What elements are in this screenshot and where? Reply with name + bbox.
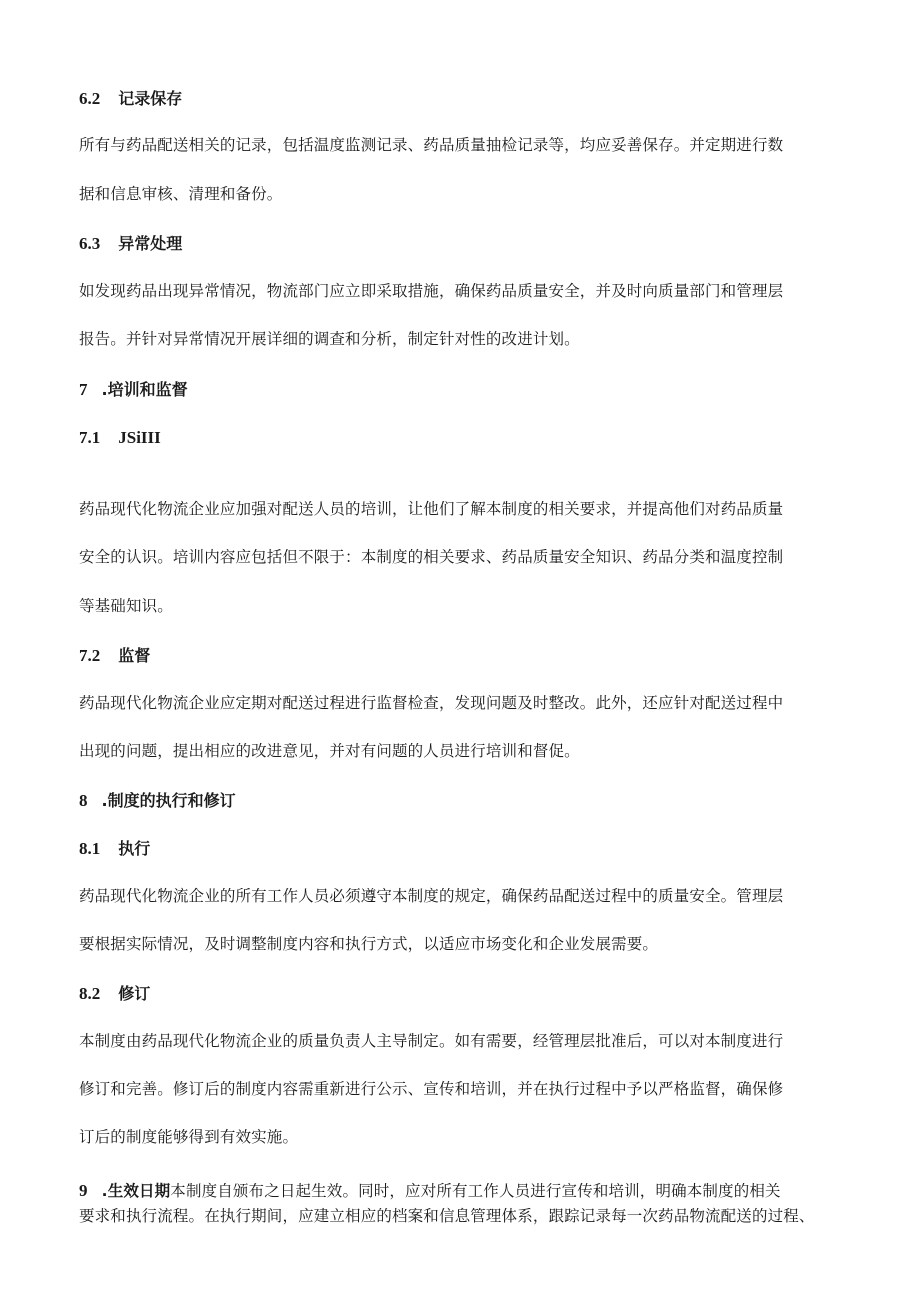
heading-6-3: [79, 231, 182, 254]
section-9-first-line: [79, 1179, 781, 1201]
heading-number: 6.2: [79, 89, 101, 108]
heading-number: 7.1: [79, 428, 101, 447]
heading-title: 异常处理: [118, 234, 183, 253]
heading-7-1: [79, 428, 161, 448]
heading-6-2: [79, 86, 182, 109]
heading-7-2: [79, 643, 150, 666]
paragraph-line: 安全的认识。培训内容应包括但不限于：本制度的相关要求、药品质量安全知识、药品分类和温度控制: [79, 548, 784, 566]
heading-8-1: [79, 836, 150, 859]
paragraph-line: 修订和完善。修订后的制度内容需重新进行公示、宣传和培训，并在执行过程中予以严格监督，确保修: [79, 1080, 784, 1098]
heading-8: [79, 788, 236, 811]
heading-number: 9: [79, 1181, 88, 1200]
paragraph-line: 据和信息审核、清理和备份。: [79, 185, 283, 203]
heading-title: .制度的执行和修订: [101, 791, 236, 810]
heading-number: 7: [79, 380, 88, 399]
heading-title: 监督: [118, 646, 151, 665]
paragraph-line: 报告。并针对异常情况开展详细的调查和分析，制定针对性的改进计划。: [79, 330, 580, 348]
heading-number: 6.3: [79, 234, 101, 253]
paragraph-line: 等基础知识。: [79, 597, 173, 615]
heading-title: 执行: [118, 839, 151, 858]
paragraph-line: 药品现代化物流企业应加强对配送人员的培训，让他们了解本制度的相关要求，并提高他们对药品质量: [79, 500, 784, 518]
paragraph-line: 本制度由药品现代化物流企业的质量负责人主导制定。如有需要，经管理层批准后，可以对本制度进行: [79, 1032, 784, 1050]
paragraph-line: 要根据实际情况，及时调整制度内容和执行方式，以适应市场变化和企业发展需要。: [79, 935, 659, 953]
heading-title: .生效日期: [101, 1182, 171, 1200]
heading-number: 7.2: [79, 646, 101, 665]
paragraph-line: 药品现代化物流企业的所有工作人员必须遵守本制度的规定，确保药品配送过程中的质量安全。管理层: [79, 887, 784, 905]
heading-number: 8: [79, 791, 88, 810]
paragraph-text: 本制度自颁布之日起生效。同时，应对所有工作人员进行宣传和培训，明确本制度的相关: [170, 1182, 781, 1200]
paragraph-line: 如发现药品出现异常情况，物流部门应立即采取措施，确保药品质量安全，并及时向质量部门和管理层: [79, 282, 784, 300]
paragraph-line: 所有与药品配送相关的记录，包括温度监测记录、药品质量抽检记录等，均应妥善保存。并定期进行数: [79, 136, 784, 154]
paragraph-line: 要求和执行流程。在执行期间，应建立相应的档案和信息管理体系，跟踪记录每一次药品物流配送的过程、: [79, 1207, 815, 1225]
heading-number: 8.2: [79, 984, 101, 1003]
heading-title: 记录保存: [118, 89, 183, 108]
heading-title: .培训和监督: [101, 380, 188, 399]
paragraph-line: 药品现代化物流企业应定期对配送过程进行监督检查，发现问题及时整改。此外，还应针对配送过程中: [79, 694, 784, 712]
heading-8-2: [79, 981, 150, 1004]
heading-title: 修订: [118, 984, 151, 1003]
heading-title: JSiIII: [118, 428, 161, 447]
heading-number: 8.1: [79, 839, 101, 858]
paragraph-line: 出现的问题，提出相应的改进意见，并对有问题的人员进行培训和督促。: [79, 742, 580, 760]
heading-7: [79, 377, 188, 400]
paragraph-line: 订后的制度能够得到有效实施。: [79, 1128, 299, 1146]
